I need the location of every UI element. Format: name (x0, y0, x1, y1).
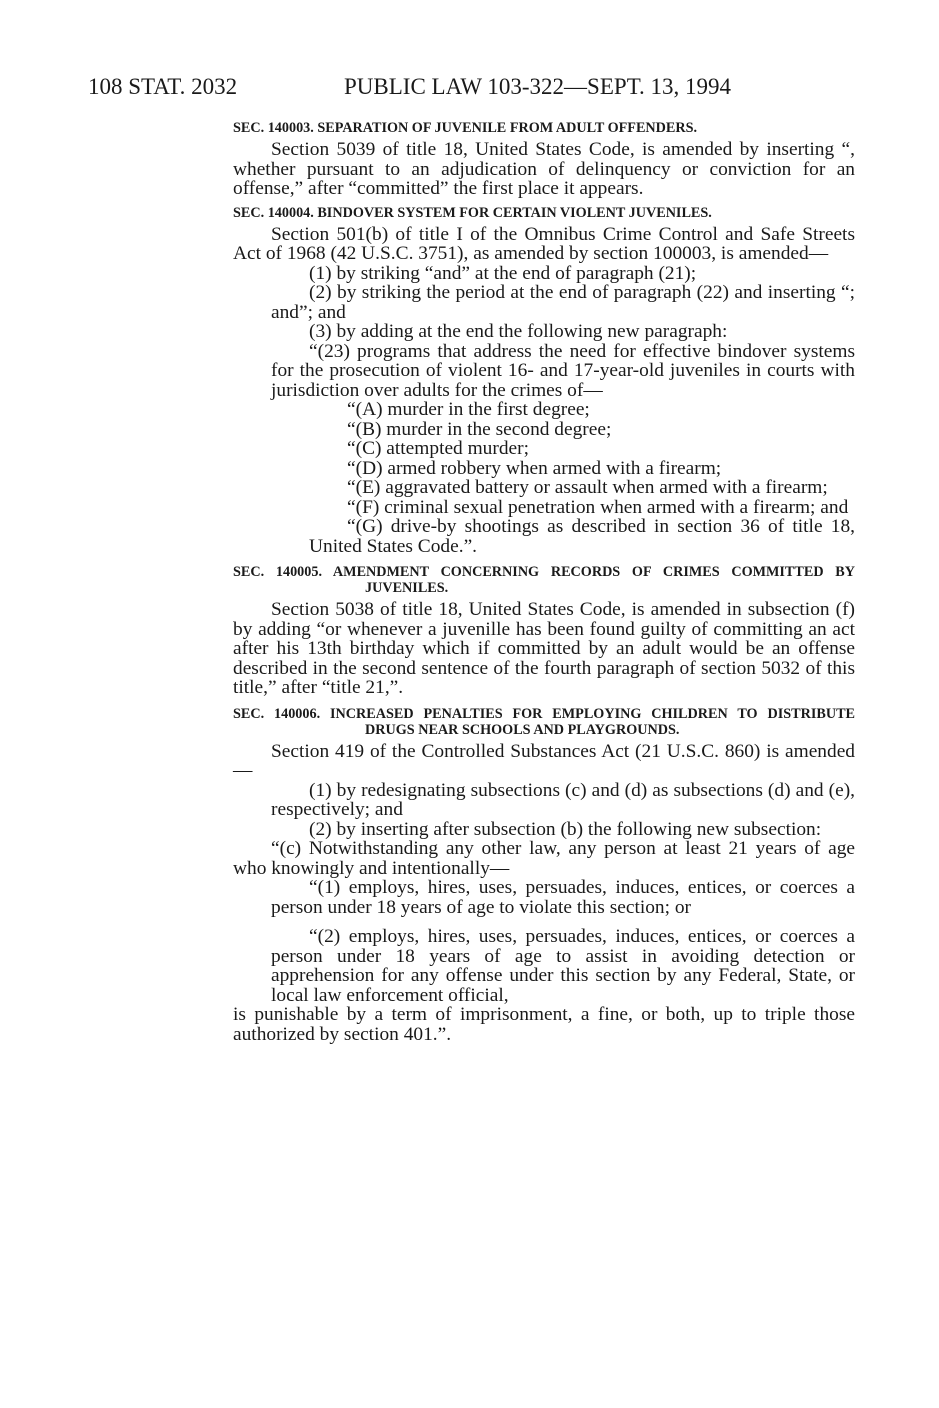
section-heading-140006: SEC. 140006. INCREASED PENALTIES FOR EMPLOYING CHILDREN TO DISTRIBUTE DRUGS NEAR SCHOOLS AND PLAYGROUNDS. (233, 705, 855, 738)
crime-item-f: “(F) criminal sexual penetration when armed with a firearm; and (347, 496, 849, 518)
crime-item-d: “(D) armed robbery when armed with a firearm; (347, 457, 722, 479)
paragraph-23: “(23) programs that address the need for effective bindover systems for the prosecution of violent 16- and 17-year-old juveniles in courts with jurisdiction over adults for the crimes of— (271, 340, 855, 401)
statute-page-number: 108 STAT. 2032 (88, 74, 238, 99)
subsection-c-item-2: “(2) employs, hires, uses, persuades, induces, entices, or coerces a person under 18 years of age to assist in avoiding detection or apprehension for any offense under this section by any Federal, State, or local law enforcement official, (271, 926, 855, 1006)
redesignation-item-1: (1) by redesignating subsections (c) and (d) as subsections (d) and (e), respectively; and (271, 779, 855, 820)
section-heading-140004: SEC. 140004. BINDOVER SYSTEM FOR CERTAIN VIOLENT JUVENILES. (233, 204, 712, 221)
amendment-item-2: (2) by striking the period at the end of paragraph (22) and inserting “; and”; and (271, 282, 855, 323)
crime-item-a: “(A) murder in the first degree; (347, 399, 590, 420)
amendment-item-1: (1) by striking “and” at the end of paragraph (21); (309, 262, 697, 284)
crime-item-c: “(C) attempted murder; (347, 438, 529, 459)
crime-item-b: “(B) murder in the second degree; (347, 418, 612, 440)
section-heading-140005-line2: COMMITTED BY JUVENILES. (365, 564, 856, 596)
document-body (233, 120, 855, 1044)
section-intro-140006: Section 419 of the Controlled Substances Act (21 U.S.C. 860) is amended— (233, 740, 855, 781)
section-heading-140005 (233, 564, 855, 596)
section-heading-140003: SEC. 140003. SEPARATION OF JUVENILE FROM ADULT OFFENDERS. (233, 120, 698, 136)
amendment-item-3: (3) by adding at the end the following new paragraph: (309, 321, 728, 342)
section-body-140005: Section 5038 of title 18, United States Code, is amended in subsection (f) by adding “or whenever a juvenille has been found guilty of committing an act after his 13th birthday which if committed by an adult would be an offense described in the second sentence of the fourth paragraph of section 5032 of this title,” after “title 21,”. (233, 599, 855, 698)
section-intro-140004: Section 501(b) of title I of the Omnibus Crime Control and Safe Streets Act of 1968 (42 U.S.C. 3751), as amended by section 100003, is amended— (233, 223, 855, 264)
subsection-c-closing: is punishable by a term of imprisonment, a fine, or both, up to triple those authorized by section 401.”. (233, 1004, 855, 1045)
section-body-140003: Section 5039 of title 18, United States Code, is amended by inserting “, whether pursuant to an adjudication of delinquency or conviction for an offense,” after “committed” the first place it appears. (233, 139, 855, 199)
section-heading-140005-line1: SEC. 140005. AMENDMENT CONCERNING RECORDS OF CRIMES (233, 564, 720, 580)
new-subsection-c: “(c) Notwithstanding any other law, any person at least 21 years of age who knowingly and intentionally— (233, 838, 855, 879)
public-law-title: PUBLIC LAW 103-322—SEPT. 13, 1994 (344, 74, 732, 99)
crime-item-e: “(E) aggravated battery or assault when armed with a firearm; (347, 477, 828, 498)
page-header (88, 74, 788, 104)
redesignation-item-2: (2) by inserting after subsection (b) the following new subsection: (309, 818, 822, 840)
crime-item-g: “(G) drive-by shootings as described in section 36 of title 18, United States Code.”. (309, 516, 855, 557)
subsection-c-item-1: “(1) employs, hires, uses, persuades, induces, entices, or coerces a person under 18 years of age to violate this section; or (271, 877, 855, 918)
